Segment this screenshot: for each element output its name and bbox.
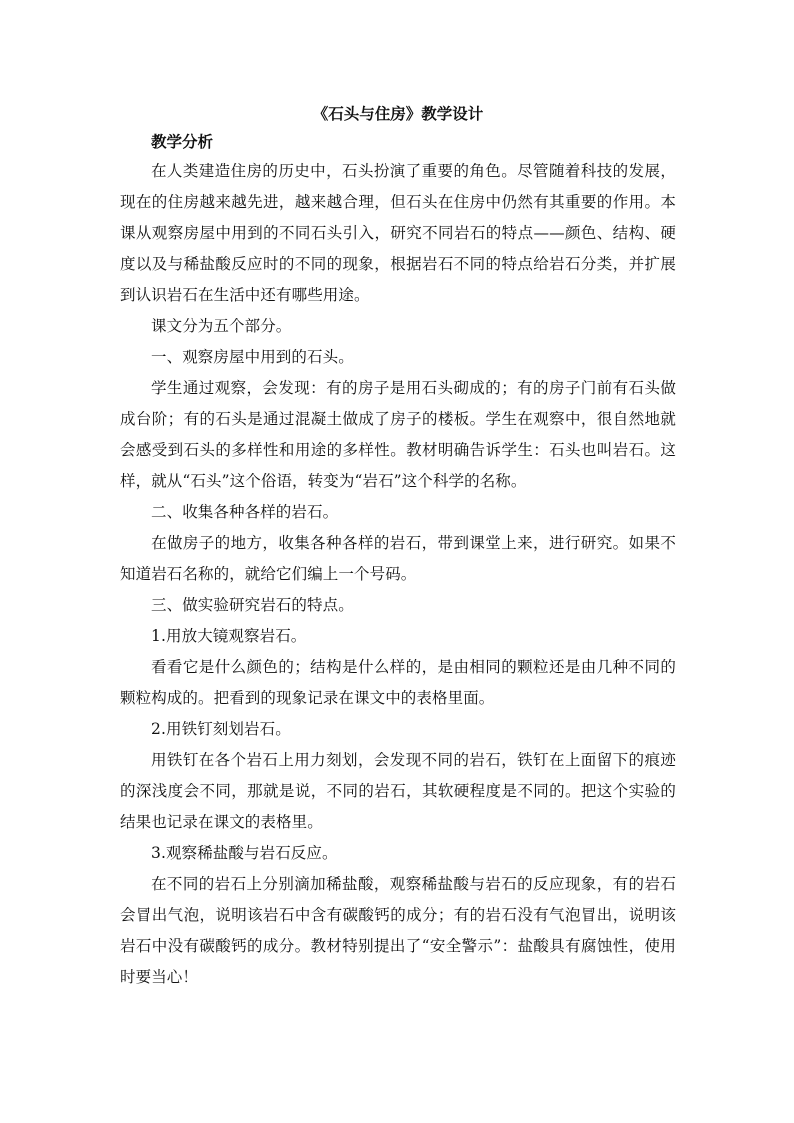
step-two-heading: 2.用铁钉刻划岩石。	[151, 720, 291, 738]
document-body	[120, 100, 676, 993]
step-one-text: 看看它是什么颜色的；结构是什么样的，是由相同的颗粒还是由几种不同的颗粒构成的。把看到的现象记录在课文中的表格里面。	[120, 658, 676, 707]
paragraph-intro: 在人类建造住房的历史中，石头扮演了重要的角色。尽管随着科技的发展，现在的住房越来越先进，越来越合理，但石头在住房中仍然有其重要的作用。本课从观察房屋中用到的不同石头引入，研究不同岩石的特点——颜色、结构、硬度以及与稀盐酸反应时的不同的现象，根据岩石不同的特点给岩石分类，并扩展到认识岩石在生活中还有哪些用途。	[120, 162, 676, 304]
step-two-text: 用铁钉在各个岩石上用力刻划，会发现不同的岩石，铁钉在上面留下的痕迹的深浅度会不同，那就是说，不同的岩石，其软硬程度是不同的。把这个实验的结果也记录在课文的表格里。	[120, 751, 676, 831]
document-title: 《石头与住房》教学设计	[312, 105, 484, 123]
step-three-text: 在不同的岩石上分别滴加稀盐酸，观察稀盐酸与岩石的反应现象，有的岩石会冒出气泡，说明该岩石中含有碳酸钙的成分；有的岩石没有气泡冒出，说明该岩石中没有碳酸钙的成分。教材特别提出了“安全警示”：盐酸具有腐蚀性，使用时要当心！	[120, 875, 676, 986]
paragraph-overview: 课文分为五个部分。	[151, 317, 292, 335]
part-three-heading: 三、做实验研究岩石的特点。	[151, 596, 354, 614]
part-one-text: 学生通过观察，会发现：有的房子是用石头砌成的；有的房子门前有石头做成台阶；有的石头是通过混凝土做成了房子的楼板。学生在观察中，很自然地就会感受到石头的多样性和用途的多样性。教材明确告诉学生：石头也叫岩石。这样，就从“石头”这个俗语，转变为“岩石”这个科学的名称。	[120, 379, 676, 490]
part-two-heading: 二、收集各种各样的岩石。	[151, 503, 339, 521]
part-one-heading: 一、观察房屋中用到的石头。	[151, 348, 354, 366]
step-three-heading: 3.观察稀盐酸与岩石反应。	[151, 844, 338, 862]
step-one-heading: 1.用放大镜观察岩石。	[151, 627, 307, 645]
part-two-text: 在做房子的地方，收集各种各样的岩石，带到课堂上来，进行研究。如果不知道岩石名称的，就给它们编上一个号码。	[120, 534, 676, 583]
section-heading-analysis: 教学分析	[151, 133, 214, 151]
